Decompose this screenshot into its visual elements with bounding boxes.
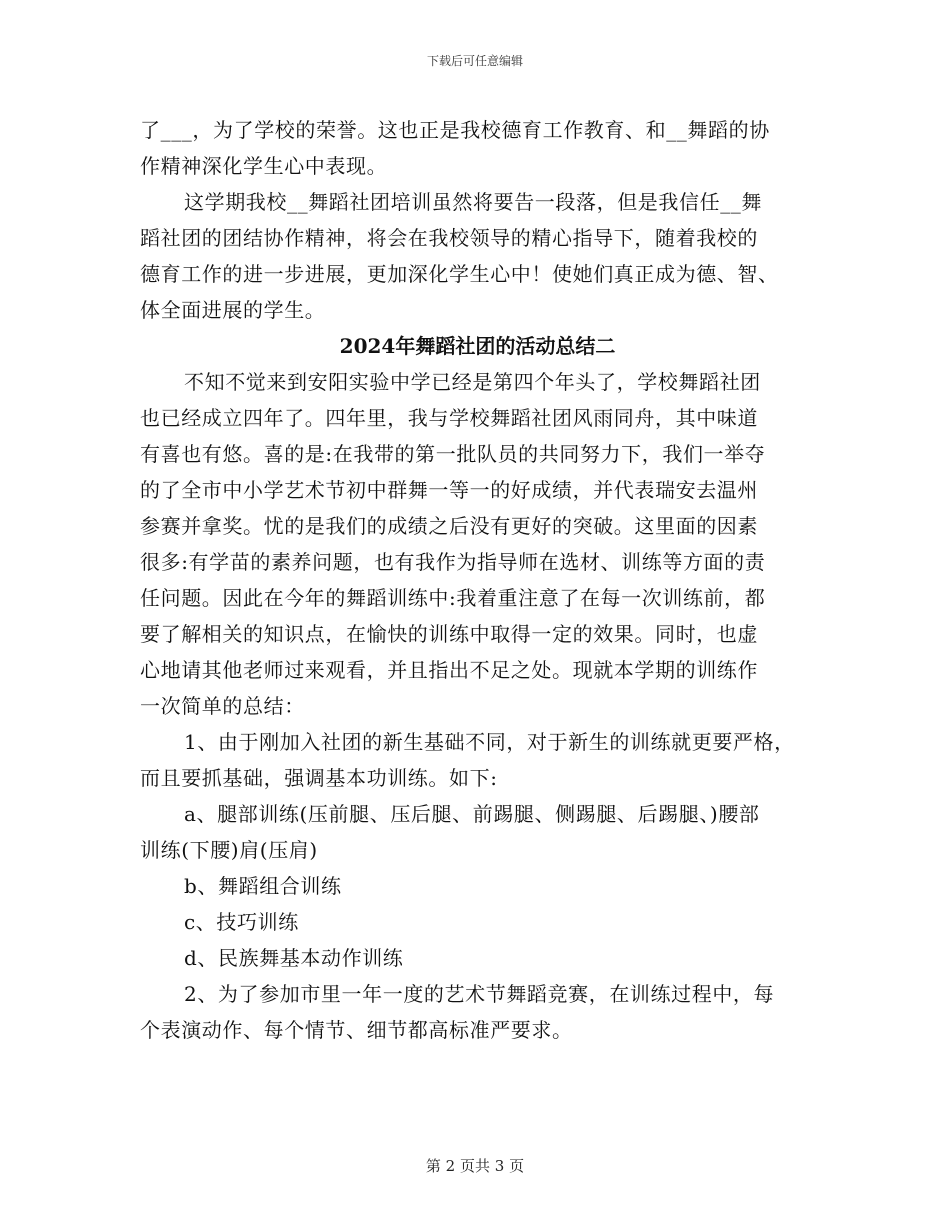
- sub-item-d: d、民族舞基本动作训练: [184, 946, 404, 970]
- body-line: 体全面进展的学生。: [140, 298, 326, 322]
- body-line: 的了全市中小学艺术节初中群舞一等一的好成绩，并代表瑞安去温州: [140, 478, 758, 502]
- body-line: 任问题。因此在今年的舞蹈训练中:我着重注意了在每一次训练前，都: [140, 586, 766, 610]
- sub-item-a: a、腿部训练(压前腿、压后腿、前踢腿、侧踢腿、后踢腿、)腰部: [184, 802, 760, 826]
- document-body: [140, 112, 815, 1048]
- body-line: 而且要抓基础，强调基本功训练。如下:: [140, 766, 498, 790]
- body-line: 也已经成立四年了。四年里，我与学校舞蹈社团风雨同舟，其中味道: [140, 406, 758, 430]
- page-header: 下载后可任意编辑: [426, 54, 523, 68]
- body-line: 有喜也有悠。喜的是:在我带的第一批队员的共同努力下，我们一举夺: [140, 442, 766, 466]
- paragraph-start-line: 不知不觉来到安阳实验中学已经是第四个年头了，学校舞蹈社团: [184, 370, 761, 394]
- list-item-2: 2、为了参加市里一年一度的艺术节舞蹈竞赛，在训练过程中，每: [184, 982, 775, 1006]
- body-line: 作精神深化学生心中表现。: [140, 154, 388, 178]
- body-line: 个表演动作、每个情节、细节都高标准严要求。: [140, 1018, 573, 1042]
- section-title: 2024年舞蹈社团的活动总结二: [339, 334, 616, 358]
- body-line: 德育工作的进一步进展，更加深化学生心中！使她们真正成为德、智、: [140, 262, 779, 286]
- body-line: 心地请其他老师过来观看，并且指出不足之处。现就本学期的训练作: [140, 658, 758, 682]
- body-line: 要了解相关的知识点，在愉快的训练中取得一定的效果。同时，也虚: [140, 622, 758, 646]
- body-line: 训练(下腰)肩(压肩): [140, 838, 318, 862]
- body-line: 很多:有学苗的素养问题，也有我作为指导师在选材、训练等方面的责: [140, 550, 766, 574]
- sub-item-c: c、技巧训练: [184, 910, 299, 934]
- list-item-1: 1、由于刚加入社团的新生基础不同，对于新生的训练就更要严格，: [184, 730, 795, 754]
- page-footer: 第 2 页共 3 页: [425, 1157, 525, 1175]
- body-line: 参赛并拿奖。忧的是我们的成绩之后没有更好的突破。这里面的因素: [140, 514, 758, 538]
- body-line: 一次简单的总结：: [140, 694, 305, 718]
- body-line: 蹈社团的团结协作精神，将会在我校领导的精心指导下，随着我校的: [140, 226, 758, 250]
- sub-item-b: b、舞蹈组合训练: [184, 874, 342, 898]
- paragraph-start-line: 这学期我校__舞蹈社团培训虽然将要告一段落，但是我信任__舞: [184, 190, 762, 214]
- body-line: 了___，为了学校的荣誉。这也正是我校德育工作教育、和__舞蹈的协: [140, 118, 770, 142]
